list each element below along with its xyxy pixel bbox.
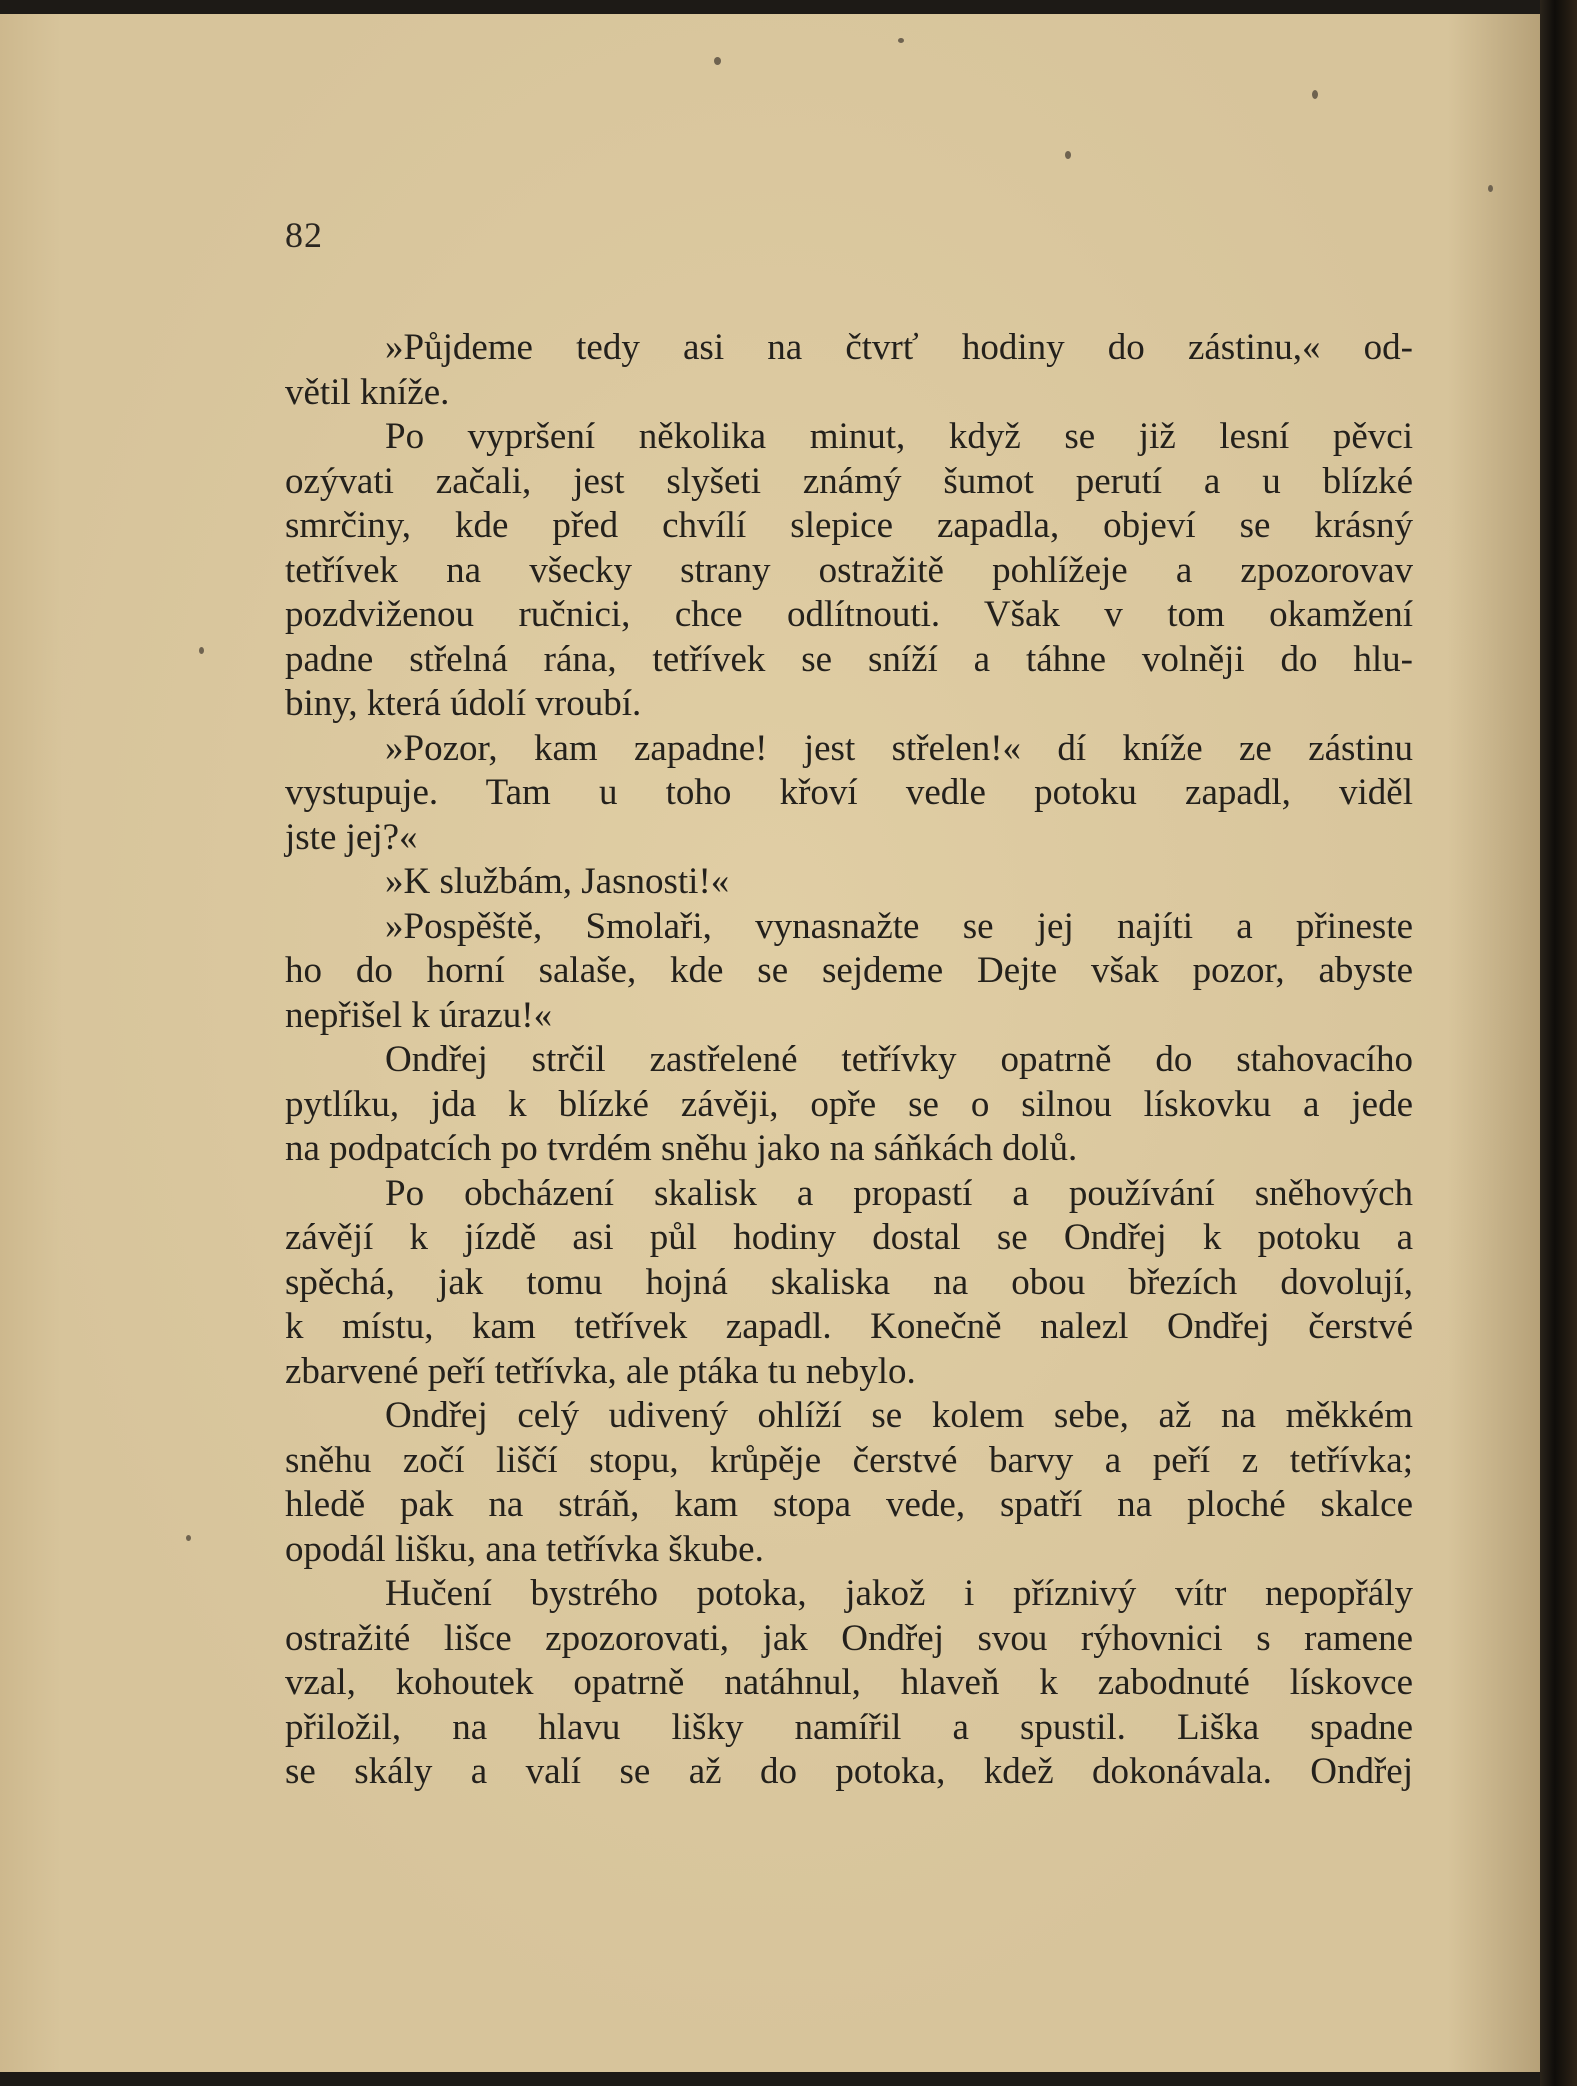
ink-speck bbox=[1065, 151, 1071, 159]
ink-speck bbox=[714, 57, 721, 65]
ink-speck bbox=[199, 647, 204, 654]
text-line: k místu, kam tetřívek zapadl. Konečně nalezl Ondřej čerstvé bbox=[285, 1306, 1413, 1347]
text-line: biny, která údolí vroubí. bbox=[285, 683, 642, 724]
text-line: »Půjdeme tedy asi na čtvrť hodiny do zástinu,« od- bbox=[385, 327, 1413, 368]
text-line: na podpatcích po tvrdém sněhu jako na sáňkách dolů. bbox=[285, 1128, 1078, 1169]
text-line: zbarvené peří tetřívka, ale ptáka tu nebylo. bbox=[285, 1350, 916, 1392]
text-line: ozývati začali, jest slyšeti známý šumot perutí a u blízké bbox=[285, 460, 1413, 502]
text-line: vzal, kohoutek opatrně natáhnul, hlaveň k zabodnuté lískovce bbox=[285, 1662, 1413, 1703]
text-line: opodál lišku, ana tetřívka škube. bbox=[285, 1528, 764, 1570]
ink-speck bbox=[1312, 90, 1318, 99]
text-line: sněhu zočí liščí stopu, krůpěje čerstvé barvy a peří z tetřívka; bbox=[285, 1439, 1413, 1481]
text-line: Ondřej celý udivený ohlíží se kolem sebe, až na měkkém bbox=[385, 1395, 1413, 1436]
ink-speck bbox=[898, 38, 904, 43]
text-line: pozdviženou ručnici, chce odlítnouti. Však v tom okamžení bbox=[285, 594, 1413, 635]
text-line: spěchá, jak tomu hojná skaliska na obou březích dovolují, bbox=[285, 1261, 1413, 1303]
text-line: se skály a valí se až do potoka, kdež dokonávala. Ondřej bbox=[285, 1751, 1413, 1792]
text-line: Po vypršení několika minut, když se již lesní pěvci bbox=[385, 416, 1413, 457]
text-line: Ondřej strčil zastřelené tetřívky opatrně do stahovacího bbox=[385, 1039, 1413, 1080]
ink-speck bbox=[1488, 185, 1493, 192]
text-line: Hučení bystrého potoka, jakož i příznivý vítr nepopřály bbox=[385, 1573, 1413, 1614]
text-line: »K službám, Jasnosti!« bbox=[385, 861, 730, 902]
text-line: přiložil, na hlavu lišky namířil a spustil. Liška spadne bbox=[285, 1706, 1413, 1748]
text-line: závějí k jízdě asi půl hodiny dostal se Ondřej k potoku a bbox=[285, 1217, 1413, 1258]
text-line: »Pozor, kam zapadne! jest střelen!« dí kníže ze zástinu bbox=[385, 727, 1413, 769]
text-line: ho do horní salaše, kde se sejdeme Dejte však pozor, abyste bbox=[285, 950, 1413, 991]
page-number: 82 bbox=[285, 215, 323, 255]
text-line: hledě pak na stráň, kam stopa vede, spatří na ploché skalce bbox=[285, 1484, 1413, 1525]
text-line: Po obcházení skalisk a propastí a používání sněhových bbox=[385, 1172, 1413, 1214]
book-binding-edge bbox=[1540, 0, 1577, 2086]
book-page bbox=[0, 14, 1540, 2072]
text-line: vystupuje. Tam u toho křoví vedle potoku zapadl, viděl bbox=[285, 772, 1413, 813]
text-line: padne střelná rána, tetřívek se sníží a táhne volněji do hlu- bbox=[285, 638, 1413, 680]
ink-speck bbox=[186, 1535, 191, 1541]
text-line: ostražité lišce zpozorovati, jak Ondřej svou rýhovnici s ramene bbox=[285, 1617, 1413, 1659]
text-line: jste jej?« bbox=[285, 816, 418, 858]
body-text bbox=[285, 326, 1413, 1795]
text-line: smrčiny, kde před chvílí slepice zapadla, objeví se krásný bbox=[285, 505, 1413, 546]
text-line: nepřišel k úrazu!« bbox=[285, 994, 553, 1036]
text-line: pytlíku, jda k blízké závěji, opře se o silnou lískovku a jede bbox=[285, 1083, 1413, 1125]
text-line: větil kníže. bbox=[285, 371, 450, 413]
text-line: »Pospěště, Smolaři, vynasnažte se jej najíti a přineste bbox=[385, 905, 1413, 947]
text-line: tetřívek na všecky strany ostražitě pohlížeje a zpozorovav bbox=[285, 549, 1413, 591]
